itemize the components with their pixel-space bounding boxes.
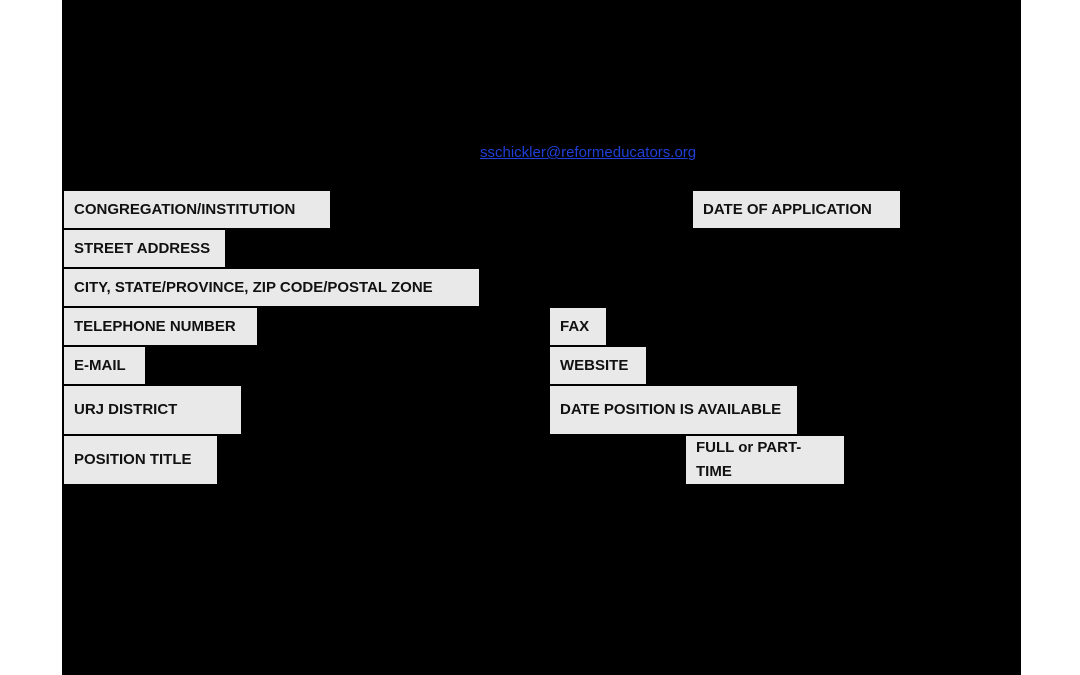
telephone-label: TELEPHONE NUMBER (64, 308, 257, 345)
full-or-part-time-label: FULL or PART-TIME (686, 436, 844, 484)
website-label: WEBSITE (550, 347, 646, 384)
date-of-application-label: DATE OF APPLICATION (693, 191, 900, 228)
contact-email-link[interactable]: sschickler@reformeducators.org (480, 144, 697, 161)
position-title-label: POSITION TITLE (64, 436, 217, 484)
fax-label: FAX (550, 308, 606, 345)
city-state-zip-label: CITY, STATE/PROVINCE, ZIP CODE/POSTAL ZONE (64, 269, 479, 306)
street-address-label: STREET ADDRESS (64, 230, 225, 267)
email-label: E-MAIL (64, 347, 145, 384)
date-available-label: DATE POSITION IS AVAILABLE (550, 386, 797, 434)
urj-district-label: URJ DISTRICT (64, 386, 241, 434)
congregation-label: CONGREGATION/INSTITUTION (64, 191, 330, 228)
